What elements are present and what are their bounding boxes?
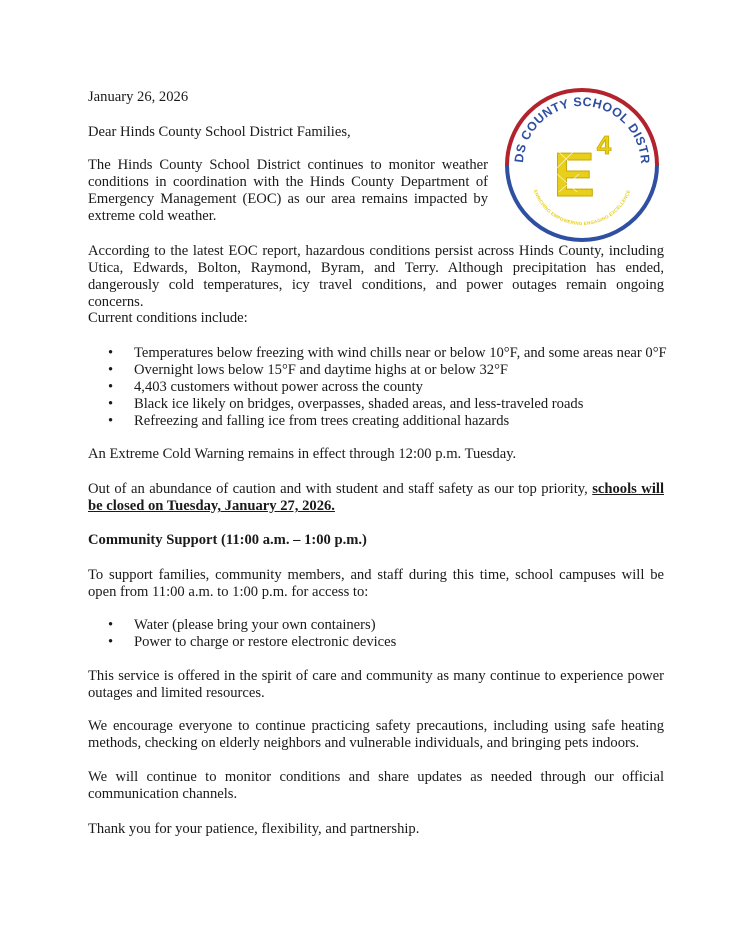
support-heading: Community Support (11:00 a.m. – 1:00 p.m.): [88, 532, 367, 548]
closure-lead: Out of an abundance of caution and with student and staff safety as our top priority,: [88, 481, 593, 497]
list-item: • 4,403 customers without power across the county: [108, 379, 698, 396]
warning-paragraph: An Extreme Cold Warning remains in effect through 12:00 p.m. Tuesday.: [88, 446, 517, 462]
logo-tagline: ENRICHING EMPOWERING ENGAGING EXCELLENCE: [532, 189, 632, 227]
list-item: • Overnight lows below 15°F and daytime highs at or below 32°F: [108, 362, 698, 379]
conditions-list: [108, 345, 698, 430]
monitor-paragraph: We will continue to monitor conditions and share updates as needed through our official communication channels.: [88, 769, 664, 802]
district-logo: [505, 88, 659, 242]
logo-superscript: 4: [596, 130, 612, 160]
service-paragraph: This service is offered in the spirit of care and community as many continue to experience power outages and limited resources.: [88, 668, 664, 701]
encourage-paragraph: We encourage everyone to continue practicing safety precautions, including using safe heating methods, checking on elderly neighbors and vulnerable individuals, and bringing pets indoors.: [88, 718, 664, 751]
list-item: • Power to charge or restore electronic devices: [108, 634, 698, 651]
thanks-paragraph: Thank you for your patience, flexibility, and partnership.: [88, 821, 420, 837]
logo-name: DS COUNTY SCHOOL DISTR: [511, 94, 653, 165]
intro-paragraph: The Hinds County School District continues to monitor weather conditions in coordination with the Hinds County Department of Emergency Management (EOC) as our area remains impacted by extreme cold weather.: [88, 157, 488, 224]
support-paragraph: To support families, community members, and staff during this time, school campuses will be open from 11:00 a.m. to 1:00 p.m. for access to:: [88, 567, 664, 600]
letter-date: January 26, 2026: [88, 89, 189, 105]
district-seal-icon: [505, 88, 659, 242]
report-paragraph: According to the latest EOC report, hazardous conditions persist across Hinds County, including Utica, Edwards, Bolton, Raymond, Byram, and Terry. Although precipitation has ended, dangerously cold temperatures, icy travel conditions, and power outages remain ongoing concerns.: [88, 243, 664, 310]
support-list: [108, 617, 698, 651]
list-item: • Refreezing and falling ice from trees creating additional hazards: [108, 413, 698, 430]
conditions-label: Current conditions include:: [88, 310, 248, 326]
list-item: • Water (please bring your own containers): [108, 617, 698, 634]
list-item: • Black ice likely on bridges, overpasses, shaded areas, and less-traveled roads: [108, 396, 698, 413]
logo-mark: E: [553, 141, 595, 210]
letter-salutation: Dear Hinds County School District Families,: [88, 124, 351, 140]
closure-notice: schools will be closed on Tuesday, January 27, 2026.: [88, 481, 665, 514]
closure-paragraph: [88, 481, 664, 515]
list-item: • Temperatures below freezing with wind chills near or below 10°F, and some areas near 0°F: [108, 345, 698, 362]
